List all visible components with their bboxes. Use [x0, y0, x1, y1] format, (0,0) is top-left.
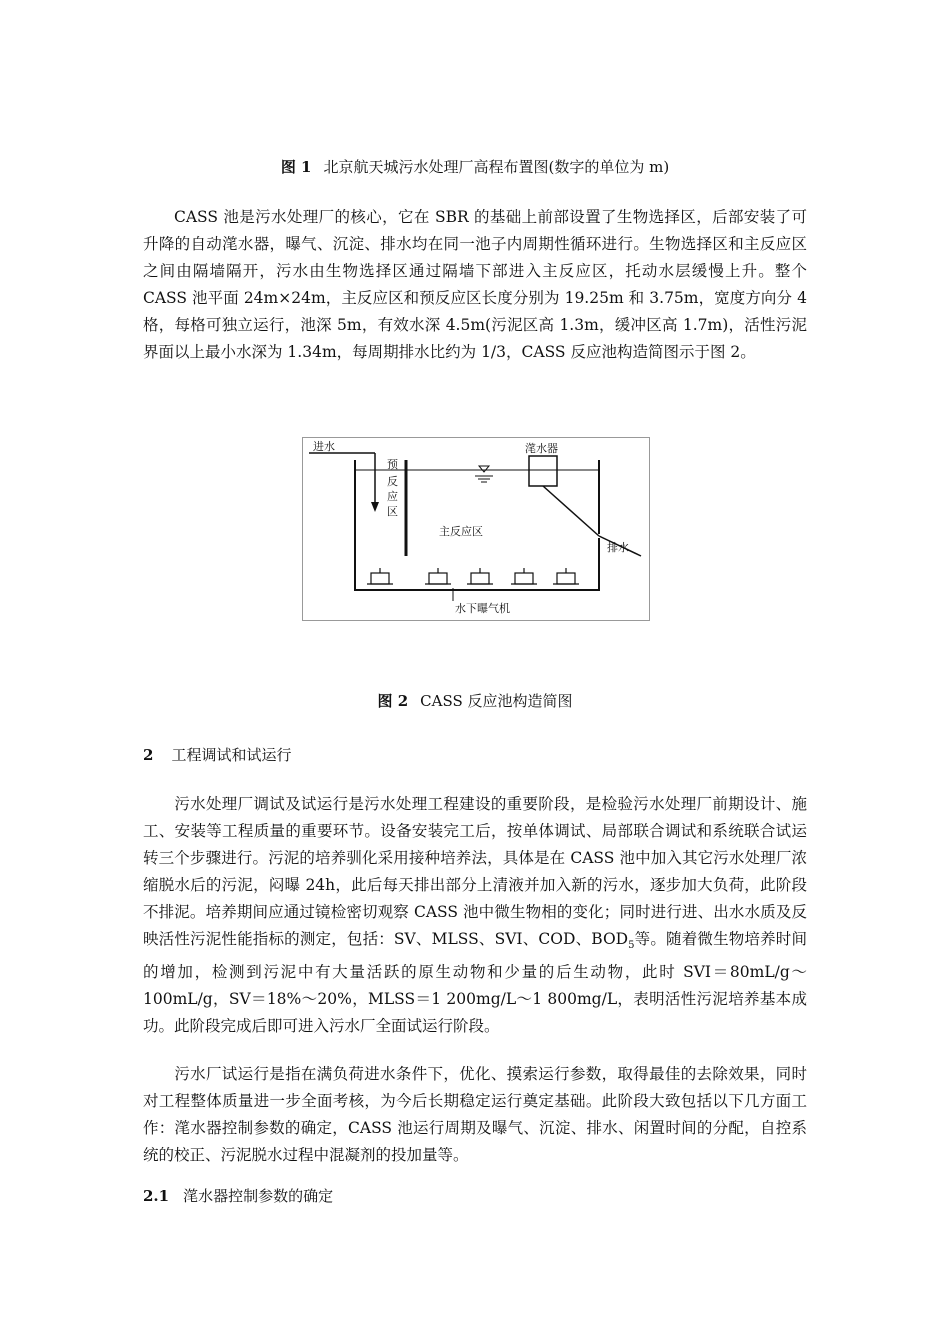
pre-zone-char-1: 预	[387, 458, 398, 471]
section-2-title: 工程调试和试运行	[171, 746, 292, 764]
drain-label: 排水	[607, 541, 629, 554]
section-2-1-title: 滗水器控制参数的确定	[183, 1187, 334, 1205]
aerator-1	[367, 568, 393, 584]
aerator-2	[425, 568, 451, 584]
aerator-label: 水下曝气机	[455, 602, 510, 615]
main-zone-label: 主反应区	[439, 525, 483, 538]
paragraph-commissioning: 污水处理厂调试及试运行是污水处理工程建设的重要阶段，是检验污水处理厂前期设计、施工、安装等工程质量的重要环节。设备安装完工后，按单体调试、局部联合调试和系统联合试运转三个步骤进行。污泥的培养驯化采用接种培养法，具体是在 CASS 池中加入其它污水处理厂浓缩脱水后的污泥，闷曝 24h，此后每天排出部分上清液并加入新的污水，逐步加大负荷，此阶段不排泥。培养期间应通过镜检密切观察 CASS 池中微生物相的变化；同时进行进、出水水质及反映活性污泥性能指标的测定，包括：SV、MLSS、SVI、COD、$BOD_5$等。随着微生物培养时间的增加，检测到污泥中有大量活跃的原生动物和少量的后生动物，此时 SVI＝80mL/g～100mL/g，SV＝18%～20%，MLSS＝1 200mg/L～1 800mg/L，表明活性污泥培养基本成功。此阶段完成后即可进入污水厂全面试运行阶段。	[143, 795, 807, 1036]
figure-2-title: CASS 反应池构造简图	[420, 692, 573, 710]
water-level-marker	[479, 466, 489, 472]
pre-zone-char-2: 反	[387, 475, 398, 488]
section-2-number: 2	[143, 746, 154, 764]
aerator-4	[511, 568, 537, 584]
figure-1-title: 北京航天城污水处理厂高程布置图(数字的单位为 m)	[323, 158, 670, 176]
section-2-1-number: 2.1	[143, 1187, 170, 1205]
bod-subscript: 5	[628, 940, 635, 952]
aerator-3	[467, 568, 493, 584]
pre-zone-char-3: 应	[387, 490, 398, 503]
figure-2-label: 图 2	[377, 692, 409, 710]
section-2-heading	[143, 744, 291, 765]
inlet-arrow	[371, 502, 379, 512]
aerator-5	[553, 568, 579, 584]
paragraph-cass-description: CASS 池是污水处理厂的核心，它在 SBR 的基础上前部设置了生物选择区，后部安装了可升降的自动滗水器，曝气、沉淀、排水均在同一池子内周期性循环进行。生物选择区和主反应区之间由隔墙隔开，污水由生物选择区通过隔墙下部进入主反应区，托动水层缓慢上升。整个 CASS 池平面 24m×24m，主反应区和预反应区长度分别为 19.25m 和 3.75m，宽度方向分 4 格，每格可独立运行，池深 5m，有效水深 4.5m(污泥区高 1.3m，缓冲区高 1.7m)，活性污泥界面以上最小水深为 1.34m，每周期排水比约为 1/3，CASS 反应池构造简图示于图 2。	[143, 208, 807, 361]
figure-1-label: 图 1	[280, 158, 312, 176]
section-2-1-heading	[143, 1185, 333, 1206]
figure-2-caption	[0, 690, 950, 711]
decanter-label: 滗水器	[525, 442, 558, 455]
cass-reactor-diagram	[302, 437, 650, 621]
figure-1-caption	[0, 156, 950, 177]
decanter-pipe	[543, 486, 599, 536]
pre-zone-char-4: 区	[387, 505, 398, 518]
inlet-label: 进水	[313, 440, 335, 453]
paragraph-trial-run: 污水厂试运行是指在满负荷进水条件下，优化、摸索运行参数，取得最佳的去除效果，同时对工程整体质量进一步全面考核，为今后长期稳定运行奠定基础。此阶段大致包括以下几方面工作：滗水器控制参数的确定，CASS 池运行周期及曝气、沉淀、排水、闲置时间的分配，自控系统的校正、污泥脱水过程中混凝剂的投加量等。	[143, 1065, 807, 1164]
decanter-box	[529, 456, 557, 486]
